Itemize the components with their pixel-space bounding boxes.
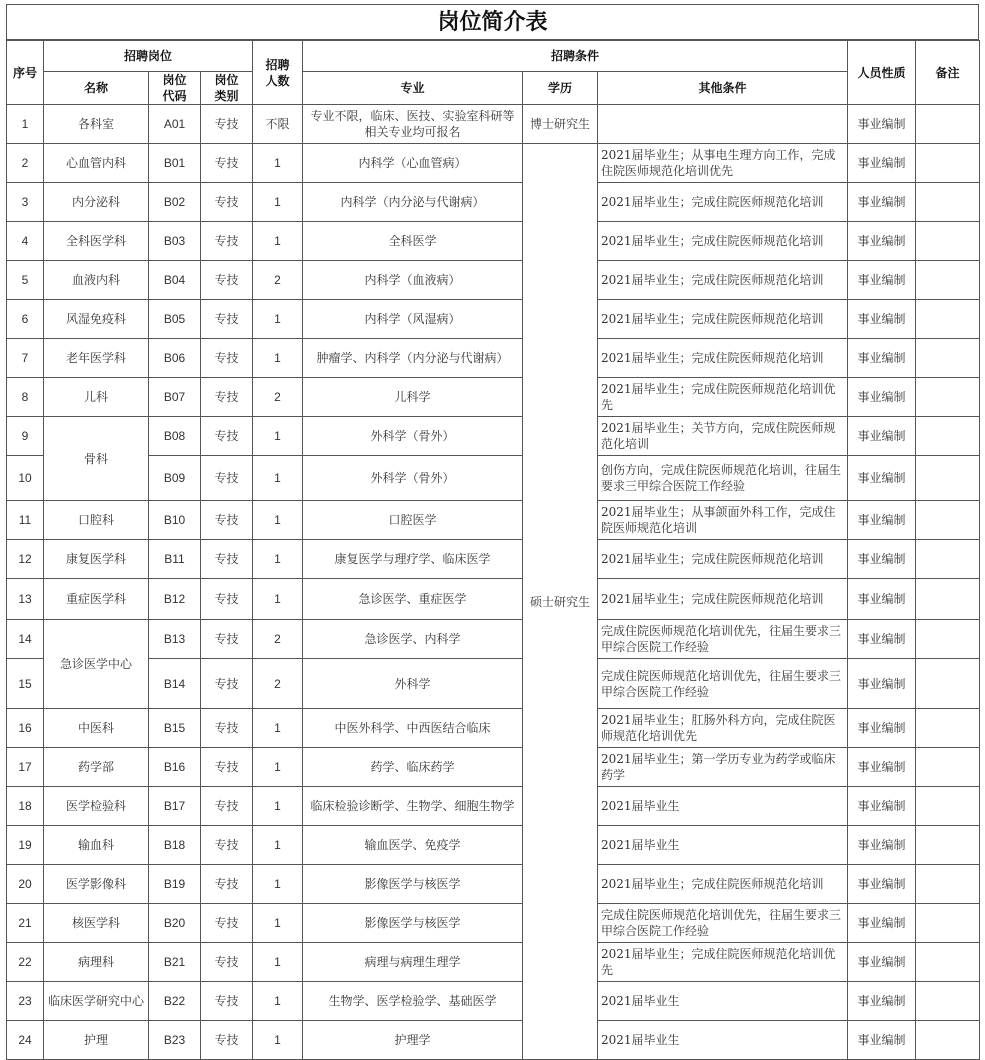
cell-other: 2021届毕业生；完成住院医师规范化培训优先: [598, 378, 848, 417]
table-row: [7, 787, 980, 826]
cell-major: 输血医学、免疫学: [303, 826, 523, 865]
cell-other: [598, 105, 848, 144]
cell-count: 1: [253, 300, 303, 339]
cell-nature: 事业编制: [848, 826, 916, 865]
cell-category: 专技: [201, 620, 253, 659]
cell-count: 1: [253, 417, 303, 456]
cell-code: B04: [149, 261, 201, 300]
cell-category: 专技: [201, 982, 253, 1021]
cell-code: B02: [149, 183, 201, 222]
cell-seq: 16: [7, 709, 44, 748]
table-row: [7, 417, 980, 456]
cell-seq: 21: [7, 904, 44, 943]
cell-name: 风湿免疫科: [44, 300, 149, 339]
header-other: 其他条件: [598, 72, 848, 105]
cell-count: 1: [253, 183, 303, 222]
cell-other: 2021届毕业生；从事电生理方向工作，完成住院医师规范化培训优先: [598, 144, 848, 183]
cell-nature: 事业编制: [848, 144, 916, 183]
cell-name: 临床医学研究中心: [44, 982, 149, 1021]
cell-category: 专技: [201, 183, 253, 222]
cell-count: 不限: [253, 105, 303, 144]
cell-other: 完成住院医师规范化培训优先，往届生要求三甲综合医院工作经验: [598, 904, 848, 943]
cell-major: 外科学: [303, 659, 523, 709]
cell-count: 1: [253, 943, 303, 982]
cell-other: 创伤方向，完成住院医师规范化培训，往届生要求三甲综合医院工作经验: [598, 456, 848, 501]
cell-seq: 17: [7, 748, 44, 787]
cell-remark: [916, 579, 980, 620]
cell-other: 2021届毕业生；第一学历专业为药学或临床药学: [598, 748, 848, 787]
cell-category: 专技: [201, 540, 253, 579]
cell-seq: 22: [7, 943, 44, 982]
cell-other: 2021届毕业生: [598, 1021, 848, 1060]
table-row: [7, 620, 980, 659]
table-row: [7, 378, 980, 417]
cell-name: 儿科: [44, 378, 149, 417]
cell-code: B14: [149, 659, 201, 709]
cell-nature: 事业编制: [848, 865, 916, 904]
cell-count: 1: [253, 826, 303, 865]
cell-count: 1: [253, 904, 303, 943]
cell-name: 急诊医学中心: [44, 620, 149, 709]
cell-nature: 事业编制: [848, 501, 916, 540]
cell-seq: 10: [7, 456, 44, 501]
header-count: 招聘 人数: [253, 41, 303, 105]
header-remark: 备注: [916, 41, 980, 105]
cell-code: A01: [149, 105, 201, 144]
cell-code: B19: [149, 865, 201, 904]
table-row: [7, 105, 980, 144]
cell-remark: [916, 540, 980, 579]
cell-count: 1: [253, 865, 303, 904]
cell-nature: 事业编制: [848, 222, 916, 261]
cell-major: 儿科学: [303, 378, 523, 417]
cell-remark: [916, 982, 980, 1021]
cell-count: 2: [253, 659, 303, 709]
cell-category: 专技: [201, 579, 253, 620]
cell-name: 康复医学科: [44, 540, 149, 579]
cell-seq: 13: [7, 579, 44, 620]
cell-code: B08: [149, 417, 201, 456]
cell-name: 核医学科: [44, 904, 149, 943]
cell-name: 内分泌科: [44, 183, 149, 222]
cell-major: 康复医学与理疗学、临床医学: [303, 540, 523, 579]
cell-category: 专技: [201, 865, 253, 904]
table-row: [7, 709, 980, 748]
cell-remark: [916, 417, 980, 456]
cell-remark: [916, 943, 980, 982]
cell-major: 急诊医学、内科学: [303, 620, 523, 659]
cell-major: 全科医学: [303, 222, 523, 261]
cell-nature: 事业编制: [848, 540, 916, 579]
cell-major: 外科学（骨外）: [303, 417, 523, 456]
cell-seq: 1: [7, 105, 44, 144]
cell-nature: 事业编制: [848, 417, 916, 456]
table-row: [7, 222, 980, 261]
cell-category: 专技: [201, 709, 253, 748]
cell-category: 专技: [201, 501, 253, 540]
cell-other: 2021届毕业生；完成住院医师规范化培训: [598, 865, 848, 904]
cell-count: 1: [253, 982, 303, 1021]
cell-name: 心血管内科: [44, 144, 149, 183]
cell-remark: [916, 183, 980, 222]
table-row: [7, 540, 980, 579]
cell-degree-phd: 博士研究生: [523, 105, 598, 144]
header-category: 岗位 类别: [201, 72, 253, 105]
cell-code: B11: [149, 540, 201, 579]
table-row: [7, 144, 980, 183]
table-row: [7, 300, 980, 339]
cell-remark: [916, 826, 980, 865]
cell-count: 2: [253, 620, 303, 659]
cell-major: 病理与病理生理学: [303, 943, 523, 982]
cell-name: 口腔科: [44, 501, 149, 540]
table-row: [7, 501, 980, 540]
cell-remark: [916, 787, 980, 826]
cell-major: 中医外科学、中西医结合临床: [303, 709, 523, 748]
cell-category: 专技: [201, 339, 253, 378]
cell-nature: 事业编制: [848, 579, 916, 620]
cell-other: 2021届毕业生；完成住院医师规范化培训: [598, 300, 848, 339]
cell-category: 专技: [201, 659, 253, 709]
cell-name: 病理科: [44, 943, 149, 982]
cell-major: 影像医学与核医学: [303, 904, 523, 943]
cell-code: B13: [149, 620, 201, 659]
cell-other: 完成住院医师规范化培训优先，往届生要求三甲综合医院工作经验: [598, 620, 848, 659]
header-degree: 学历: [523, 72, 598, 105]
cell-nature: 事业编制: [848, 982, 916, 1021]
cell-other: 2021届毕业生: [598, 826, 848, 865]
cell-major: 口腔医学: [303, 501, 523, 540]
cell-seq: 15: [7, 659, 44, 709]
cell-other: 2021届毕业生；完成住院医师规范化培训: [598, 579, 848, 620]
cell-category: 专技: [201, 943, 253, 982]
table-row: [7, 748, 980, 787]
table-row: [7, 1021, 980, 1060]
cell-name: 血液内科: [44, 261, 149, 300]
cell-count: 1: [253, 222, 303, 261]
cell-major: 内科学（内分泌与代谢病）: [303, 183, 523, 222]
header-nature: 人员性质: [848, 41, 916, 105]
cell-code: B21: [149, 943, 201, 982]
cell-other: 2021届毕业生；完成住院医师规范化培训: [598, 540, 848, 579]
cell-nature: 事业编制: [848, 183, 916, 222]
cell-name: 骨科: [44, 417, 149, 501]
cell-other: 2021届毕业生: [598, 787, 848, 826]
cell-seq: 20: [7, 865, 44, 904]
cell-count: 2: [253, 261, 303, 300]
cell-other: 2021届毕业生；关节方向，完成住院医师规范化培训: [598, 417, 848, 456]
cell-name: 重症医学科: [44, 579, 149, 620]
cell-remark: [916, 378, 980, 417]
table-row: [7, 865, 980, 904]
cell-major: 内科学（心血管病）: [303, 144, 523, 183]
positions-table: [6, 40, 980, 1060]
cell-code: B17: [149, 787, 201, 826]
cell-seq: 8: [7, 378, 44, 417]
cell-nature: 事业编制: [848, 339, 916, 378]
cell-seq: 9: [7, 417, 44, 456]
cell-category: 专技: [201, 748, 253, 787]
cell-nature: 事业编制: [848, 378, 916, 417]
cell-remark: [916, 501, 980, 540]
cell-name: 中医科: [44, 709, 149, 748]
cell-other: 2021届毕业生；肛肠外科方向，完成住院医师规范化培训优先: [598, 709, 848, 748]
cell-name: 医学检验科: [44, 787, 149, 826]
cell-count: 2: [253, 378, 303, 417]
cell-seq: 5: [7, 261, 44, 300]
cell-category: 专技: [201, 222, 253, 261]
cell-nature: 事业编制: [848, 943, 916, 982]
cell-remark: [916, 659, 980, 709]
cell-remark: [916, 620, 980, 659]
cell-other: 2021届毕业生: [598, 982, 848, 1021]
cell-other: 2021届毕业生；从事颌面外科工作，完成住院医师规范化培训: [598, 501, 848, 540]
table-row: [7, 904, 980, 943]
page-title: 岗位简介表: [6, 4, 979, 40]
cell-name: 医学影像科: [44, 865, 149, 904]
cell-count: 1: [253, 339, 303, 378]
cell-seq: 18: [7, 787, 44, 826]
cell-code: B15: [149, 709, 201, 748]
cell-category: 专技: [201, 787, 253, 826]
cell-name: 护理: [44, 1021, 149, 1060]
cell-count: 1: [253, 787, 303, 826]
cell-code: B07: [149, 378, 201, 417]
cell-nature: 事业编制: [848, 300, 916, 339]
cell-major: 专业不限，临床、医技、实验室科研等相关专业均可报名: [303, 105, 523, 144]
cell-major: 药学、临床药学: [303, 748, 523, 787]
cell-code: B06: [149, 339, 201, 378]
cell-nature: 事业编制: [848, 787, 916, 826]
cell-major: 肿瘤学、内科学（内分泌与代谢病）: [303, 339, 523, 378]
cell-remark: [916, 709, 980, 748]
cell-degree-master: 硕士研究生: [523, 144, 598, 1060]
cell-count: 1: [253, 579, 303, 620]
cell-seq: 24: [7, 1021, 44, 1060]
cell-remark: [916, 339, 980, 378]
cell-name: 药学部: [44, 748, 149, 787]
cell-major: 急诊医学、重症医学: [303, 579, 523, 620]
cell-category: 专技: [201, 300, 253, 339]
cell-category: 专技: [201, 826, 253, 865]
cell-remark: [916, 261, 980, 300]
cell-category: 专技: [201, 417, 253, 456]
cell-seq: 2: [7, 144, 44, 183]
header-major: 专业: [303, 72, 523, 105]
cell-code: B20: [149, 904, 201, 943]
cell-major: 生物学、医学检验学、基础医学: [303, 982, 523, 1021]
cell-category: 专技: [201, 261, 253, 300]
cell-name: 全科医学科: [44, 222, 149, 261]
cell-remark: [916, 904, 980, 943]
cell-remark: [916, 456, 980, 501]
cell-count: 1: [253, 540, 303, 579]
header-name: 名称: [44, 72, 149, 105]
cell-seq: 14: [7, 620, 44, 659]
cell-category: 专技: [201, 456, 253, 501]
cell-other: 2021届毕业生；完成住院医师规范化培训: [598, 222, 848, 261]
cell-code: B09: [149, 456, 201, 501]
cell-major: 护理学: [303, 1021, 523, 1060]
table-row: [7, 339, 980, 378]
table-row: [7, 659, 980, 709]
table-row: [7, 183, 980, 222]
cell-category: 专技: [201, 378, 253, 417]
header-seq: 序号: [7, 41, 44, 105]
cell-category: 专技: [201, 904, 253, 943]
cell-category: 专技: [201, 105, 253, 144]
cell-count: 1: [253, 144, 303, 183]
cell-code: B03: [149, 222, 201, 261]
table-body: [7, 105, 980, 1060]
cell-nature: 事业编制: [848, 105, 916, 144]
cell-code: B23: [149, 1021, 201, 1060]
cell-count: 1: [253, 501, 303, 540]
cell-count: 1: [253, 748, 303, 787]
cell-other: 完成住院医师规范化培训优先，往届生要求三甲综合医院工作经验: [598, 659, 848, 709]
cell-seq: 12: [7, 540, 44, 579]
table-header: [7, 41, 980, 105]
cell-seq: 4: [7, 222, 44, 261]
table-row: [7, 456, 980, 501]
cell-code: B12: [149, 579, 201, 620]
cell-seq: 11: [7, 501, 44, 540]
cell-other: 2021届毕业生；完成住院医师规范化培训: [598, 261, 848, 300]
cell-major: 内科学（风湿病）: [303, 300, 523, 339]
cell-remark: [916, 144, 980, 183]
cell-other: 2021届毕业生；完成住院医师规范化培训优先: [598, 943, 848, 982]
cell-code: B05: [149, 300, 201, 339]
cell-other: 2021届毕业生；完成住院医师规范化培训: [598, 183, 848, 222]
table-row: [7, 982, 980, 1021]
cell-code: B16: [149, 748, 201, 787]
cell-major: 外科学（骨外）: [303, 456, 523, 501]
cell-nature: 事业编制: [848, 620, 916, 659]
cell-category: 专技: [201, 144, 253, 183]
table-row: [7, 943, 980, 982]
cell-nature: 事业编制: [848, 261, 916, 300]
cell-major: 临床检验诊断学、生物学、细胞生物学: [303, 787, 523, 826]
table-row: [7, 261, 980, 300]
cell-category: 专技: [201, 1021, 253, 1060]
cell-code: B01: [149, 144, 201, 183]
cell-nature: 事业编制: [848, 748, 916, 787]
cell-seq: 7: [7, 339, 44, 378]
cell-remark: [916, 1021, 980, 1060]
table-row: [7, 579, 980, 620]
cell-seq: 23: [7, 982, 44, 1021]
cell-major: 内科学（血液病）: [303, 261, 523, 300]
cell-seq: 3: [7, 183, 44, 222]
cell-count: 1: [253, 1021, 303, 1060]
header-cond-group: 招聘条件: [303, 41, 848, 72]
cell-remark: [916, 300, 980, 339]
header-code: 岗位 代码: [149, 72, 201, 105]
header-post-group: 招聘岗位: [44, 41, 253, 72]
cell-remark: [916, 748, 980, 787]
cell-remark: [916, 222, 980, 261]
cell-code: B10: [149, 501, 201, 540]
cell-nature: 事业编制: [848, 1021, 916, 1060]
cell-seq: 6: [7, 300, 44, 339]
cell-remark: [916, 865, 980, 904]
cell-other: 2021届毕业生；完成住院医师规范化培训: [598, 339, 848, 378]
cell-name: 各科室: [44, 105, 149, 144]
cell-nature: 事业编制: [848, 709, 916, 748]
cell-code: B22: [149, 982, 201, 1021]
cell-major: 影像医学与核医学: [303, 865, 523, 904]
cell-code: B18: [149, 826, 201, 865]
cell-nature: 事业编制: [848, 659, 916, 709]
cell-nature: 事业编制: [848, 904, 916, 943]
cell-count: 1: [253, 709, 303, 748]
cell-name: 输血科: [44, 826, 149, 865]
cell-nature: 事业编制: [848, 456, 916, 501]
cell-seq: 19: [7, 826, 44, 865]
cell-count: 1: [253, 456, 303, 501]
table-row: [7, 826, 980, 865]
cell-name: 老年医学科: [44, 339, 149, 378]
cell-remark: [916, 105, 980, 144]
